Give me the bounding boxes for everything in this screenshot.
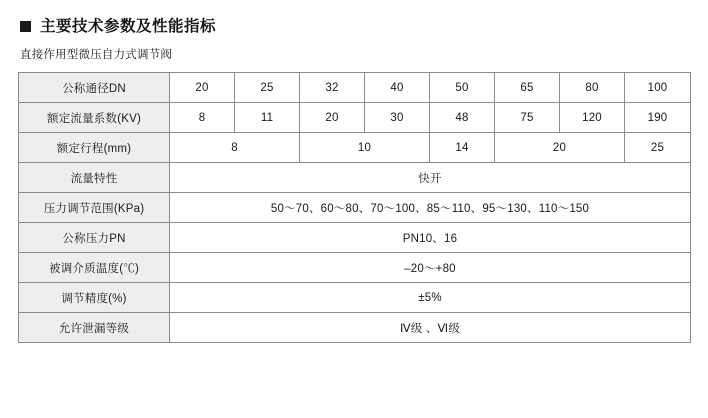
table-row [19,103,691,133]
table-cell: 65 [495,73,560,103]
table-row [19,193,691,223]
table-cell: 11 [235,103,300,133]
table-row [19,283,691,313]
table-row [19,223,691,253]
row-label: 允许泄漏等级 [19,313,170,343]
table-cell: 10 [300,133,430,163]
table-cell: 40 [365,73,430,103]
table-cell: 8 [170,103,235,133]
table-cell: 快开 [170,163,691,193]
page-subtitle: 直接作用型微压自力式调节阀 [20,49,173,62]
row-label: 压力调节范围(KPa) [19,193,170,223]
page-title [20,18,690,35]
table-cell: 48 [430,103,495,133]
table-cell: 20 [300,103,365,133]
table-cell: 14 [430,133,495,163]
row-label: 额定行程(mm) [19,133,170,163]
page-title-text: 主要技术参数及性能指标 [40,18,217,35]
table-row [19,133,691,163]
table-cell: 30 [365,103,430,133]
table-cell: 80 [560,73,625,103]
table-cell: ±5% [170,283,691,313]
table-cell: 25 [625,133,691,163]
row-label: 公称压力PN [19,223,170,253]
table-cell: 50～70、60～80、70～100、85～110、95～130、110～150 [170,193,691,223]
table-cell: 20 [495,133,625,163]
table-cell: Ⅳ级 、Ⅵ级 [170,313,691,343]
table-cell: –20～+80 [170,253,691,283]
table-cell: 75 [495,103,560,133]
row-label: 公称通径DN [19,73,170,103]
row-label: 流量特性 [19,163,170,193]
row-label: 被调介质温度(℃) [19,253,170,283]
specification-table [18,72,691,343]
specification-table-body [19,73,691,343]
table-cell: 8 [170,133,300,163]
table-cell: 50 [430,73,495,103]
table-row [19,73,691,103]
table-row [19,253,691,283]
table-cell: 25 [235,73,300,103]
square-bullet-icon [20,21,31,32]
table-cell: PN10、16 [170,223,691,253]
table-cell: 32 [300,73,365,103]
table-row [19,313,691,343]
row-label: 额定流量系数(KV) [19,103,170,133]
table-cell: 100 [625,73,691,103]
row-label: 调节精度(%) [19,283,170,313]
table-cell: 120 [560,103,625,133]
table-cell: 20 [170,73,235,103]
table-row [19,163,691,193]
table-cell: 190 [625,103,691,133]
